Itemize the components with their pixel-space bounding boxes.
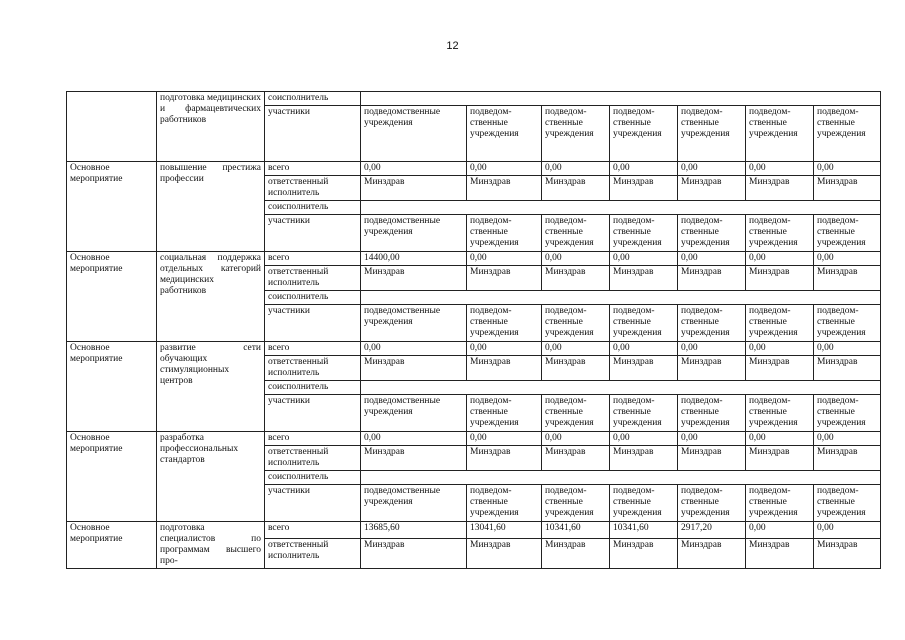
role-cell: всего (265, 342, 361, 356)
role-cell: ответственный исполнитель (265, 266, 361, 291)
event-description-cell: социальная поддержка отдельных категорий медицинских работников (157, 252, 265, 342)
value-cell: подведом- ственные учреждения (542, 485, 610, 522)
value-cell: Минздрав (678, 266, 746, 291)
value-cell: подведом- ственные учреждения (610, 215, 678, 252)
value-cell: Минздрав (678, 538, 746, 568)
value-cell: подведом- ственные учреждения (542, 106, 610, 162)
value-cell: 0,00 (814, 342, 881, 356)
value-cell: подведом- ственные учреждения (678, 395, 746, 432)
role-cell: ответственный исполнитель (265, 446, 361, 471)
value-cell (361, 381, 881, 395)
value-cell: 0,00 (678, 162, 746, 176)
value-cell: 0,00 (746, 342, 814, 356)
role-cell: всего (265, 252, 361, 266)
role-cell: соисполнитель (265, 291, 361, 305)
value-cell: Минздрав (678, 176, 746, 201)
role-cell: участники (265, 395, 361, 432)
value-cell: 0,00 (814, 432, 881, 446)
role-cell: всего (265, 522, 361, 539)
value-cell: Минздрав (814, 356, 881, 381)
value-cell: подведомственные учреждения (361, 215, 467, 252)
value-cell: подведом- ственные учреждения (610, 106, 678, 162)
value-cell: подведом- ственные учреждения (542, 395, 610, 432)
value-cell: 13685,60 (361, 522, 467, 539)
value-cell: 0,00 (814, 162, 881, 176)
value-cell: Минздрав (610, 538, 678, 568)
value-cell (361, 201, 881, 215)
value-cell: Минздрав (542, 446, 610, 471)
event-type-cell: Основное мероприятие (67, 252, 157, 342)
value-cell: 0,00 (814, 522, 881, 539)
value-cell: 10341,60 (542, 522, 610, 539)
page-number: 12 (446, 40, 459, 52)
value-cell: 0,00 (361, 162, 467, 176)
value-cell: подведом- ственные учреждения (746, 395, 814, 432)
value-cell: Минздрав (542, 356, 610, 381)
event-type-cell: Основное мероприятие (67, 162, 157, 252)
role-cell: соисполнитель (265, 92, 361, 106)
value-cell (361, 471, 881, 485)
value-cell: подведом- ственные учреждения (746, 106, 814, 162)
table-row (67, 342, 881, 356)
role-cell: ответственный исполнитель (265, 538, 361, 568)
value-cell: 0,00 (610, 342, 678, 356)
value-cell: Минздрав (361, 446, 467, 471)
value-cell: подведомственные учреждения (361, 106, 467, 162)
value-cell: 14400,00 (361, 252, 467, 266)
event-description-cell: подготовка медицинских и фармацевтических работников (157, 92, 265, 162)
value-cell: 0,00 (746, 522, 814, 539)
value-cell: Минздрав (467, 538, 542, 568)
role-cell: ответственный исполнитель (265, 356, 361, 381)
value-cell: подведом- ственные учреждения (467, 485, 542, 522)
value-cell: подведомственные учреждения (361, 485, 467, 522)
value-cell: подведом- ственные учреждения (678, 485, 746, 522)
value-cell: 0,00 (678, 342, 746, 356)
role-cell: соисполнитель (265, 201, 361, 215)
value-cell: Минздрав (610, 446, 678, 471)
value-cell: подведом- ственные учреждения (467, 215, 542, 252)
value-cell (361, 92, 881, 106)
value-cell: 0,00 (542, 432, 610, 446)
value-cell: подведом- ственные учреждения (746, 215, 814, 252)
program-events-table (66, 91, 881, 569)
value-cell: Минздрав (467, 266, 542, 291)
value-cell: Минздрав (542, 266, 610, 291)
value-cell: Минздрав (467, 356, 542, 381)
value-cell: 0,00 (610, 162, 678, 176)
value-cell: подведом- ственные учреждения (814, 395, 881, 432)
event-description-cell: повышение престижа профессии (157, 162, 265, 252)
value-cell: 0,00 (610, 252, 678, 266)
role-cell: соисполнитель (265, 471, 361, 485)
value-cell: Минздрав (678, 356, 746, 381)
value-cell: Минздрав (361, 356, 467, 381)
value-cell: Минздрав (361, 176, 467, 201)
value-cell: подведом- ственные учреждения (467, 395, 542, 432)
table-row (67, 252, 881, 266)
role-cell: всего (265, 432, 361, 446)
value-cell: 0,00 (542, 342, 610, 356)
table-row (67, 522, 881, 539)
value-cell: подведом- ственные учреждения (542, 305, 610, 342)
value-cell: подведомственные учреждения (361, 395, 467, 432)
table-row (67, 162, 881, 176)
value-cell: Минздрав (610, 356, 678, 381)
value-cell: подведом- ственные учреждения (678, 106, 746, 162)
role-cell: участники (265, 215, 361, 252)
value-cell: Минздрав (361, 538, 467, 568)
value-cell: Минздрав (746, 538, 814, 568)
value-cell: Минздрав (542, 176, 610, 201)
value-cell: 0,00 (746, 252, 814, 266)
role-cell: соисполнитель (265, 381, 361, 395)
value-cell: подведом- ственные учреждения (467, 106, 542, 162)
value-cell: подведом- ственные учреждения (814, 215, 881, 252)
value-cell: 0,00 (467, 162, 542, 176)
value-cell: 0,00 (678, 252, 746, 266)
event-description-cell: развитие сети обучающих стимуляционных центров (157, 342, 265, 432)
value-cell: подведом- ственные учреждения (678, 305, 746, 342)
value-cell: подведом- ственные учреждения (610, 305, 678, 342)
role-cell: участники (265, 106, 361, 162)
value-cell (361, 291, 881, 305)
value-cell: 10341,60 (610, 522, 678, 539)
role-cell: всего (265, 162, 361, 176)
value-cell: Минздрав (746, 266, 814, 291)
value-cell: 0,00 (467, 432, 542, 446)
value-cell: 0,00 (361, 432, 467, 446)
value-cell: Минздрав (746, 176, 814, 201)
value-cell: Минздрав (746, 356, 814, 381)
value-cell: подведом- ственные учреждения (814, 485, 881, 522)
value-cell: 0,00 (542, 162, 610, 176)
value-cell: Минздрав (467, 176, 542, 201)
value-cell: подведом- ственные учреждения (467, 305, 542, 342)
value-cell: 13041,60 (467, 522, 542, 539)
value-cell: Минздрав (814, 176, 881, 201)
value-cell: Минздрав (814, 538, 881, 568)
role-cell: участники (265, 305, 361, 342)
value-cell: подведом- ственные учреждения (610, 395, 678, 432)
role-cell: ответственный исполнитель (265, 176, 361, 201)
event-type-cell: Основное мероприятие (67, 432, 157, 522)
value-cell: подведом- ственные учреждения (678, 215, 746, 252)
event-type-cell: Основное мероприятие (67, 342, 157, 432)
event-description-cell: подготовка специалистов по программам высшего про- (157, 522, 265, 569)
value-cell: Минздрав (467, 446, 542, 471)
value-cell: 0,00 (814, 252, 881, 266)
value-cell: подведом- ственные учреждения (542, 215, 610, 252)
table-row (67, 92, 881, 106)
value-cell: подведом- ственные учреждения (610, 485, 678, 522)
value-cell: 0,00 (610, 432, 678, 446)
event-type-cell: Основное мероприятие (67, 522, 157, 569)
value-cell: 2917,20 (678, 522, 746, 539)
role-cell: участники (265, 485, 361, 522)
value-cell: подведом- ственные учреждения (746, 485, 814, 522)
value-cell: подведом- ственные учреждения (814, 106, 881, 162)
value-cell: Минздрав (610, 176, 678, 201)
value-cell: Минздрав (361, 266, 467, 291)
value-cell: Минздрав (814, 446, 881, 471)
value-cell: Минздрав (542, 538, 610, 568)
value-cell: подведомственные учреждения (361, 305, 467, 342)
value-cell: Минздрав (746, 446, 814, 471)
value-cell: Минздрав (814, 266, 881, 291)
value-cell: Минздрав (610, 266, 678, 291)
table-row (67, 432, 881, 446)
value-cell: Минздрав (678, 446, 746, 471)
value-cell: 0,00 (542, 252, 610, 266)
value-cell: 0,00 (361, 342, 467, 356)
value-cell: 0,00 (746, 432, 814, 446)
event-description-cell: разработка профессиональных стандартов (157, 432, 265, 522)
value-cell: 0,00 (746, 162, 814, 176)
value-cell: 0,00 (678, 432, 746, 446)
value-cell: подведом- ственные учреждения (746, 305, 814, 342)
value-cell: подведом- ственные учреждения (814, 305, 881, 342)
event-type-cell (67, 92, 157, 162)
value-cell: 0,00 (467, 252, 542, 266)
value-cell: 0,00 (467, 342, 542, 356)
